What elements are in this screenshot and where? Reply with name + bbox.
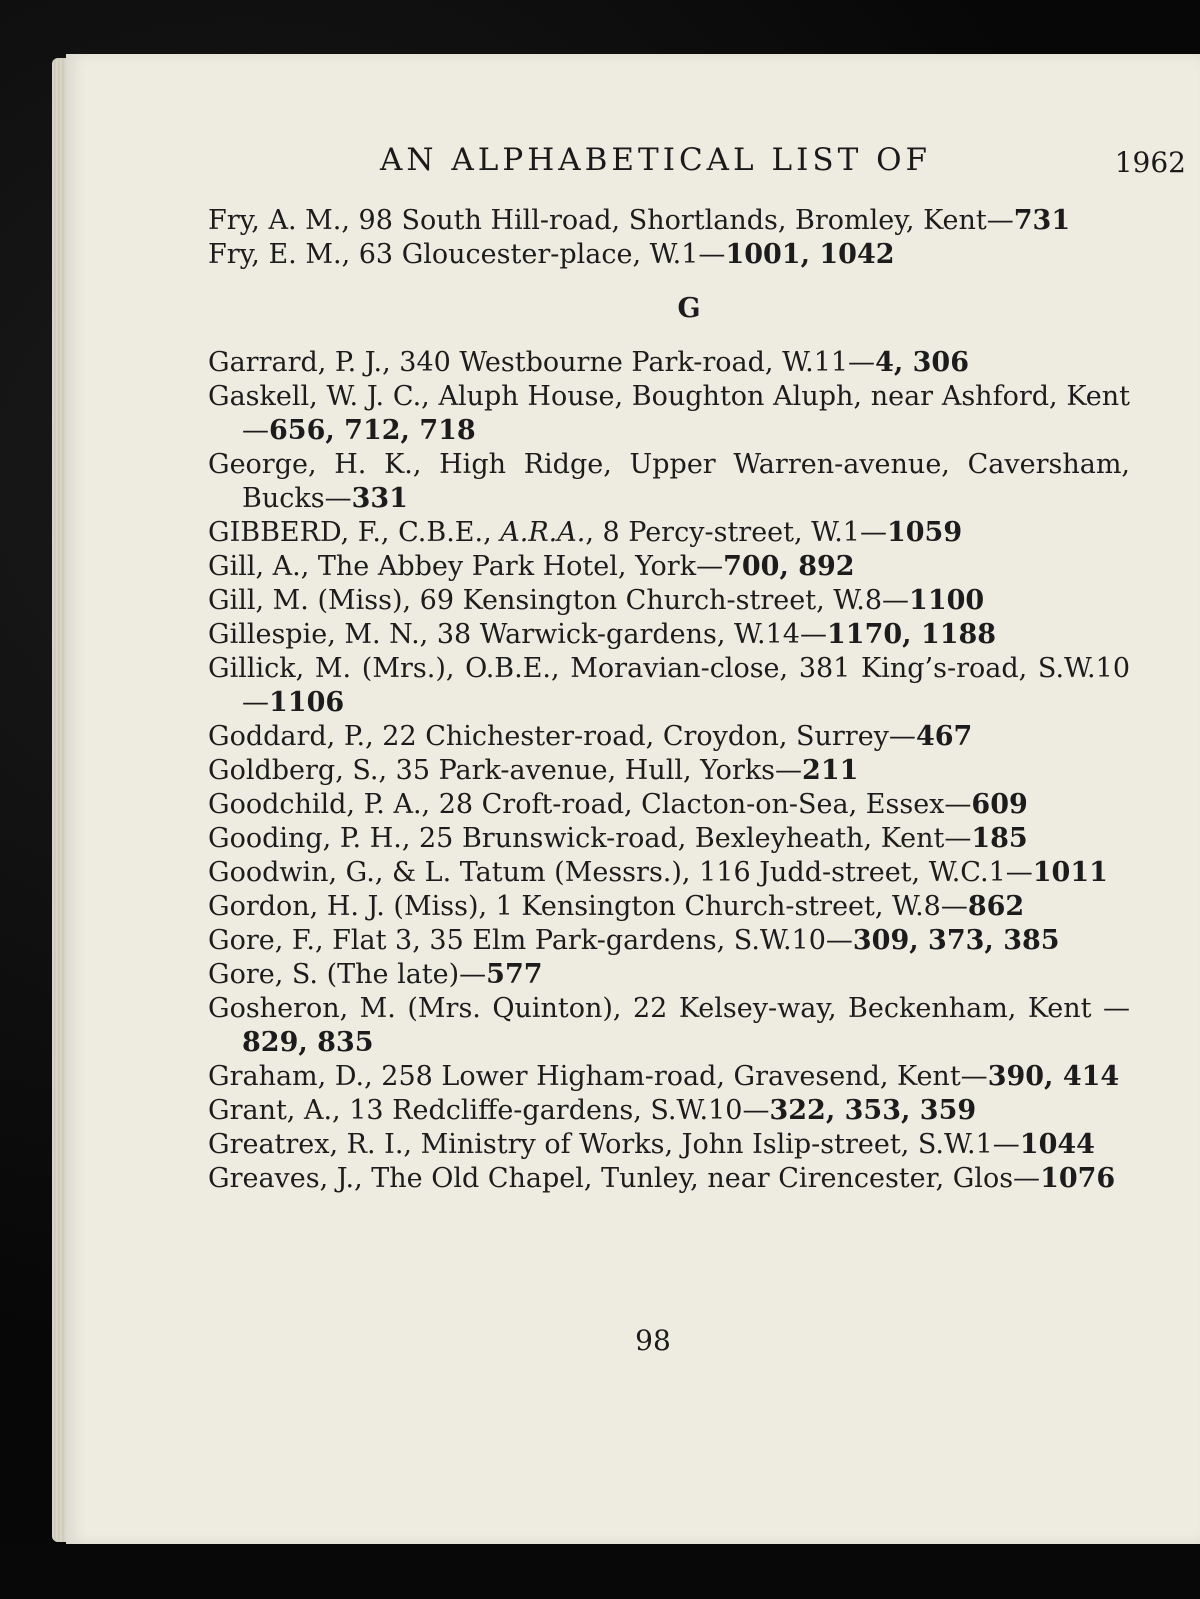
entry-address: High Ridge, Upper Warren-avenue, Caversham, Bucks— — [242, 449, 1131, 514]
directory-entry — [208, 754, 1130, 788]
entry-numbers: 4, 306 — [875, 347, 970, 378]
directory-entry — [208, 584, 1130, 618]
entry-address: 22 Kelsey-way, Beckenham, Kent — — [621, 993, 1130, 1024]
entry-address: — — [459, 959, 487, 990]
entry-numbers: 1044 — [1019, 1129, 1095, 1160]
entry-name: George, H. K., — [208, 449, 422, 480]
entry-address: Flat 3, 35 Elm Park-gardens, S.W.10— — [323, 925, 853, 956]
entry-address: 22 Chichester-road, Croydon, Surrey— — [373, 721, 916, 752]
entry-address: 25 Brunswick-road, Bexleyheath, Kent— — [410, 823, 972, 854]
entry-address: 340 Westbourne Park-road, W.11— — [390, 347, 876, 378]
directory-entry — [208, 516, 1130, 550]
directory-entry — [208, 238, 1130, 272]
entry-address: Aluph House, Boughton Aluph, near Ashford, Kent— — [242, 381, 1131, 446]
directory-entry — [208, 890, 1130, 924]
entry-name: Graham, D., — [208, 1061, 373, 1092]
directory-entry — [208, 1060, 1130, 1094]
entry-name: Goodwin, G., & L. Tatum (Messrs.), — [208, 857, 691, 888]
entry-name: Greatrex, R. I., — [208, 1129, 413, 1160]
entry-name: Gosheron, M. (Mrs. Quinton), — [208, 993, 622, 1024]
entry-name: Goldberg, S., — [208, 755, 388, 786]
entry-numbers: 862 — [967, 891, 1025, 922]
entry-numbers: 1059 — [886, 517, 963, 548]
running-title: AN ALPHABETICAL LIST OF — [380, 142, 932, 178]
directory-entry — [208, 448, 1130, 516]
entry-name: Fry, A. M., — [208, 205, 350, 236]
entry-address: O.B.E., Moravian-close, 381 King’s-road, S.W.10— — [242, 653, 1131, 718]
entry-honour: A.R.A. — [491, 517, 586, 548]
directory-entry — [208, 1162, 1130, 1196]
entry-address: The Abbey Park Hotel, York— — [309, 551, 724, 582]
entry-name: GIBBERD, F., C.B.E., — [208, 517, 492, 548]
directory-entry — [208, 204, 1130, 238]
running-year: 1962 — [1114, 146, 1186, 179]
directory-entry — [208, 1128, 1130, 1162]
entry-numbers: 1106 — [269, 687, 345, 718]
entry-address: 258 Lower Higham-road, Gravesend, Kent— — [372, 1061, 988, 1092]
entry-address: 13 Redcliffe-gardens, S.W.10— — [340, 1095, 770, 1126]
entry-numbers: 322, 353, 359 — [769, 1095, 977, 1126]
entry-numbers: 829, 835 — [242, 1027, 374, 1058]
directory-entry — [208, 380, 1130, 448]
entry-numbers: 1011 — [1032, 857, 1108, 888]
entry-address: 38 Warwick-gardens, W.14— — [428, 619, 827, 650]
entry-numbers: 1001, 1042 — [725, 239, 895, 270]
entry-numbers: 185 — [971, 823, 1028, 854]
directory-entry — [208, 652, 1130, 720]
entry-name: Gaskell, W. J. C., — [208, 381, 430, 412]
entry-numbers: 331 — [351, 483, 408, 514]
entry-numbers: 467 — [915, 721, 973, 752]
directory-entry — [208, 992, 1130, 1060]
directory-entry — [208, 856, 1130, 890]
page-number: 98 — [635, 1324, 671, 1357]
entry-name: Goddard, P., — [208, 721, 374, 752]
entry-numbers: 656, 712, 718 — [269, 415, 476, 446]
entry-numbers: 1076 — [1040, 1163, 1116, 1194]
entry-numbers: 1100 — [909, 585, 985, 616]
entry-address: Ministry of Works, John Islip-street, S.W.1— — [412, 1129, 1020, 1160]
entry-name: Gooding, P. H., — [208, 823, 411, 854]
entry-name: Grant, A., — [208, 1095, 341, 1126]
running-header — [66, 142, 1200, 186]
entry-name: Gillick, M. (Mrs.), — [208, 653, 455, 684]
entry-name: Gill, M. (Miss), — [208, 585, 412, 616]
entry-address: 63 Gloucester-place, W.1— — [350, 239, 726, 270]
entry-address: , 8 Percy-street, W.1— — [585, 517, 887, 548]
entry-name: Gillespie, M. N., — [208, 619, 429, 650]
scan-bottom-band — [0, 1544, 1200, 1599]
directory-entry — [208, 346, 1130, 380]
entry-numbers: 609 — [971, 789, 1028, 820]
directory-list — [208, 204, 1130, 1196]
entry-address: 35 Park-avenue, Hull, Yorks— — [387, 755, 803, 786]
directory-entry — [208, 958, 1130, 992]
directory-entry — [208, 618, 1130, 652]
entry-address: 69 Kensington Church-street, W.8— — [411, 585, 910, 616]
directory-entry — [208, 822, 1130, 856]
entry-numbers: 700, 892 — [723, 551, 855, 582]
directory-entry — [208, 1094, 1130, 1128]
entry-numbers: 577 — [486, 959, 543, 990]
entry-address: 116 Judd-street, W.C.1— — [690, 857, 1033, 888]
entry-numbers: 309, 373, 385 — [852, 925, 1060, 956]
entry-name: Gore, S. (The late) — [208, 959, 460, 990]
entry-name: Gill, A., — [208, 551, 310, 582]
entry-name: Fry, E. M., — [208, 239, 351, 270]
entry-address: 1 Kensington Church-street, W.8— — [487, 891, 968, 922]
entry-name: Garrard, P. J., — [208, 347, 391, 378]
directory-entry — [208, 720, 1130, 754]
book-page — [66, 54, 1200, 1544]
entry-name: Gordon, H. J. (Miss), — [208, 891, 488, 922]
entry-numbers: 731 — [1013, 205, 1071, 236]
entry-name: Goodchild, P. A., — [208, 789, 431, 820]
entry-numbers: 211 — [802, 755, 859, 786]
directory-entry — [208, 788, 1130, 822]
entry-address: 28 Croft-road, Clacton-on-Sea, Essex— — [430, 789, 972, 820]
entry-address: 98 South Hill-road, Shortlands, Bromley, Kent— — [349, 205, 1014, 236]
section-letter: G — [677, 293, 701, 324]
entry-numbers: 390, 414 — [987, 1061, 1120, 1092]
entry-name: Gore, F., — [208, 925, 324, 956]
entry-address: The Old Chapel, Tunley, near Cirencester, Glos— — [362, 1163, 1041, 1194]
entry-numbers: 1170, 1188 — [827, 619, 997, 650]
directory-entry — [208, 550, 1130, 584]
directory-entry — [208, 924, 1130, 958]
entry-name: Greaves, J., — [208, 1163, 363, 1194]
